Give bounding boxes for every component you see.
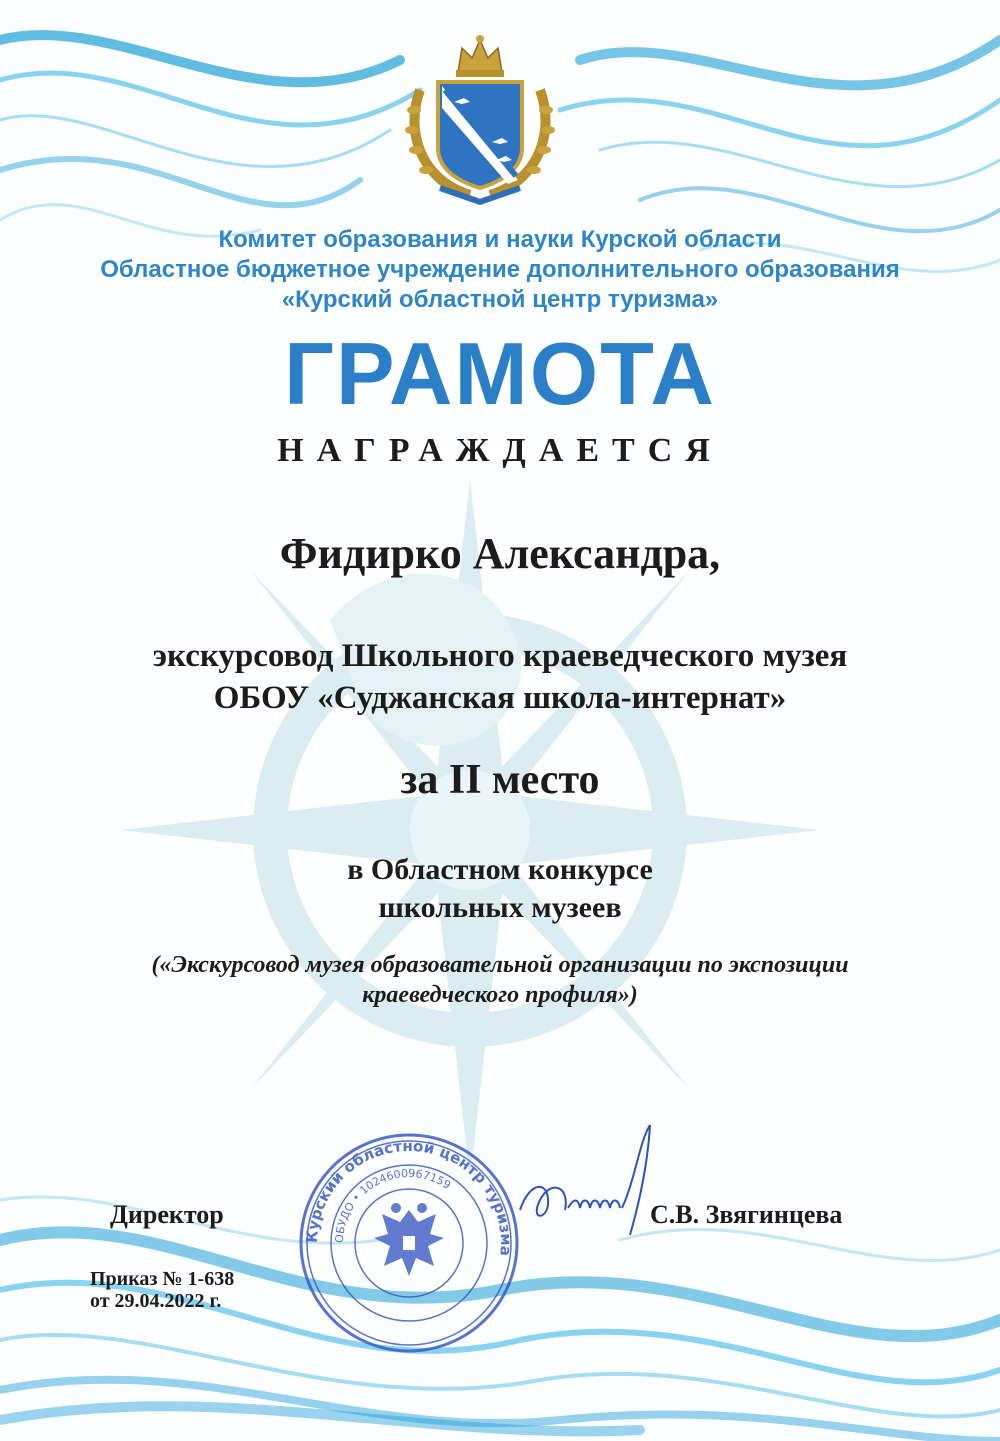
recipient-name: Фидирко Александра, <box>279 529 721 578</box>
director-signature <box>510 1120 660 1240</box>
contest-note-line-1: («Экскурсовод музея образовательной организации по экспозиции <box>151 952 849 978</box>
certificate-title: ГРАМОТА <box>284 324 716 423</box>
awarded-label: НАГРАЖДАЕТСЯ <box>277 432 723 469</box>
contest-line-2: школьных музеев <box>378 891 622 924</box>
recipient-position-line-1: экскурсовод Школьного краеведческого музея <box>152 638 848 674</box>
coat-of-arms-emblem <box>400 30 560 210</box>
director-label: Директор <box>110 1200 224 1229</box>
compass-watermark <box>120 480 820 1180</box>
signer-name: С.В. Звягинцева <box>650 1200 843 1229</box>
seal-outer-text: Курский областной центр туризма <box>302 1136 516 1257</box>
recipient-position-line-2: ОБОУ «Суджанская школа-интернат» <box>213 680 787 716</box>
contest-line-1: в Областном конкурсе <box>347 853 653 886</box>
award-place: за II место <box>400 757 600 803</box>
seal-inner-text: ОБУДО • 1024600967159 <box>332 1166 454 1244</box>
order-number: Приказ № 1-638 <box>90 1268 235 1290</box>
organization-line-3: «Курский областной центр туризма» <box>281 286 719 313</box>
contest-note-line-2: краеведческого профиля») <box>362 982 638 1008</box>
organization-line-2: Областное бюджетное учреждение дополнительного образования <box>100 256 900 283</box>
organization-line-1: Комитет образования и науки Курской области <box>218 226 782 253</box>
official-seal <box>296 1130 522 1356</box>
eagle-icon <box>374 1203 444 1276</box>
order-date: от 29.04.2022 г. <box>90 1290 222 1312</box>
